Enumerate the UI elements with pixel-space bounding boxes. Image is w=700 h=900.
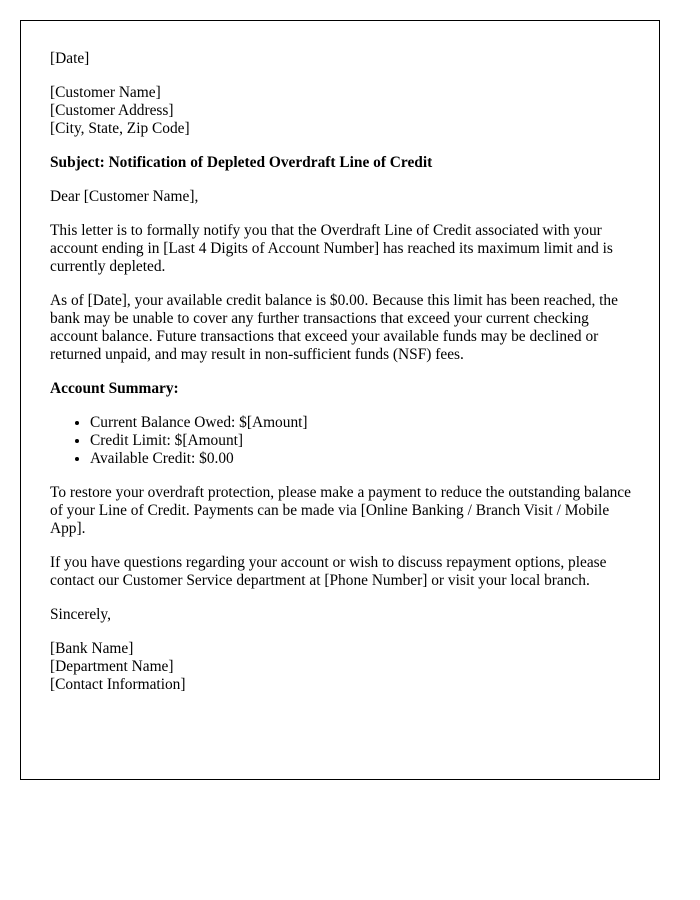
signature-bank-name: [Bank Name]: [50, 640, 134, 657]
summary-item-balance-owed: • Current Balance Owed: $[Amount]: [90, 414, 631, 432]
summary-heading: [50, 380, 631, 398]
recipient-city-state-zip: [City, State, Zip Code]: [50, 120, 190, 137]
salutation: Dear [Customer Name],: [50, 188, 199, 205]
recipient-block: [50, 84, 631, 138]
summary-item-credit-limit: • Credit Limit: $[Amount]: [90, 432, 631, 450]
signature-department: [Department Name]: [50, 658, 174, 675]
summary-heading-text: Account Summary:: [50, 380, 179, 397]
signature-contact: [Contact Information]: [50, 676, 186, 693]
body-paragraph-1: This letter is to formally notify you that the Overdraft Line of Credit associated with your account ending in [Last 4 Digits of Account Number] has reached its maximum limit and is currently depleted.: [50, 222, 613, 275]
closing-paragraph-1: To restore your overdraft protection, please make a payment to reduce the outstanding balance of your Line of Credit. Payments can be made via [Online Banking / Branch Visit / Mobile App].: [50, 484, 631, 537]
signature-block: [50, 640, 631, 694]
letter-page: [20, 20, 660, 780]
summary-list: [50, 414, 631, 468]
closing-paragraph-2: If you have questions regarding your account or wish to discuss repayment options, please contact our Customer Service department at [Phone Number] or visit your local branch.: [50, 554, 607, 589]
summary-item-available-credit: • Available Credit: $0.00: [90, 450, 631, 468]
subject-line: [50, 154, 631, 172]
recipient-address: [Customer Address]: [50, 102, 174, 119]
subject-text: Subject: Notification of Depleted Overdraft Line of Credit: [50, 154, 433, 171]
letter-date: [Date]: [50, 50, 90, 67]
signoff: Sincerely,: [50, 606, 111, 623]
body-paragraph-2: As of [Date], your available credit balance is $0.00. Because this limit has been reached, the bank may be unable to cover any further transactions that exceed your current checking account balance. Future transactions that exceed your available funds may be declined or returned unpaid, and may result in non-sufficient funds (NSF) fees.: [50, 292, 618, 363]
recipient-name: [Customer Name]: [50, 84, 161, 101]
